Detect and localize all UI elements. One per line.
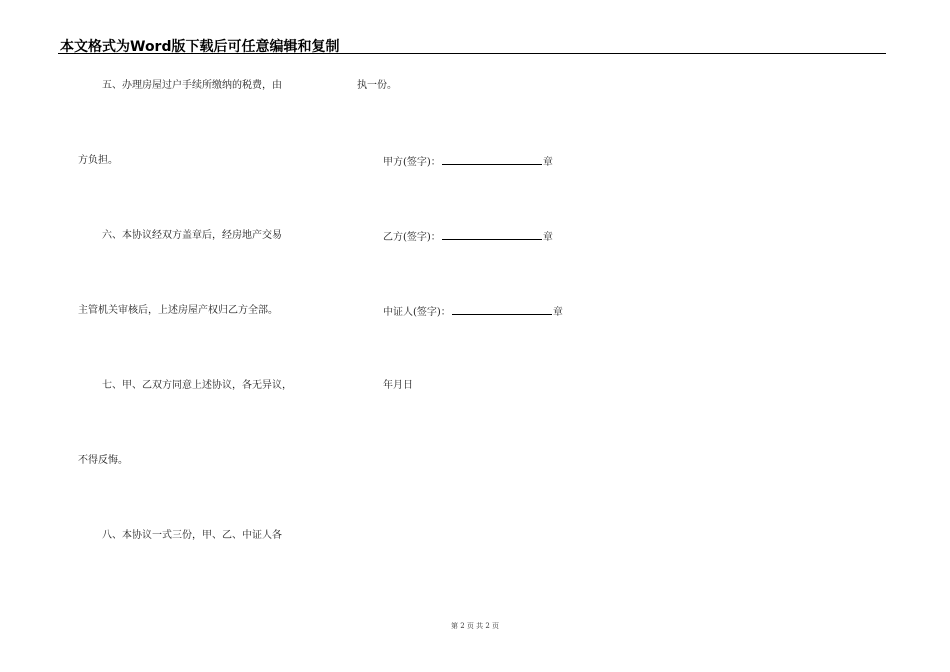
clause-8-line-1: 八、本协议一式三份，甲、乙、中证人各: [102, 530, 282, 541]
witness-label: 中证人(签字)：: [383, 307, 451, 318]
party-b-signature-blank[interactable]: [442, 229, 542, 240]
clause-6-line-2: 主管机关审核后，上述房屋产权归乙方全部。: [78, 305, 278, 316]
witness-signature-line: [383, 304, 563, 320]
clause-5-line-2: 方负担。: [78, 155, 118, 166]
party-b-seal-label: 章: [542, 232, 553, 243]
document-header-title: 本文格式为Word版下载后可任意编辑和复制: [60, 39, 340, 55]
signing-date: 年月日: [383, 380, 413, 391]
party-b-label: 乙方(签字)：: [383, 232, 441, 243]
page-number-footer: 第 2 页 共 2 页: [450, 622, 500, 630]
clause-6-line-1: 六、本协议经双方盖章后，经房地产交易: [102, 230, 282, 241]
witness-signature-blank[interactable]: [452, 304, 552, 315]
clause-5-line-1: 五、办理房屋过户手续所缴纳的税费，由: [102, 80, 282, 91]
clause-7-line-2: 不得反悔。: [78, 455, 128, 466]
clause-5-line-1-tail: 执一份。: [357, 80, 397, 91]
party-a-label: 甲方(签字)：: [383, 157, 441, 168]
party-b-signature-line: [383, 229, 553, 245]
party-a-signature-blank[interactable]: [442, 154, 542, 165]
party-a-seal-label: 章: [542, 157, 553, 168]
header-divider: [58, 53, 886, 54]
witness-seal-label: 章: [552, 307, 563, 318]
party-a-signature-line: [383, 154, 553, 170]
clause-7-line-1: 七、甲、乙双方同意上述协议，各无异议，: [102, 380, 292, 391]
